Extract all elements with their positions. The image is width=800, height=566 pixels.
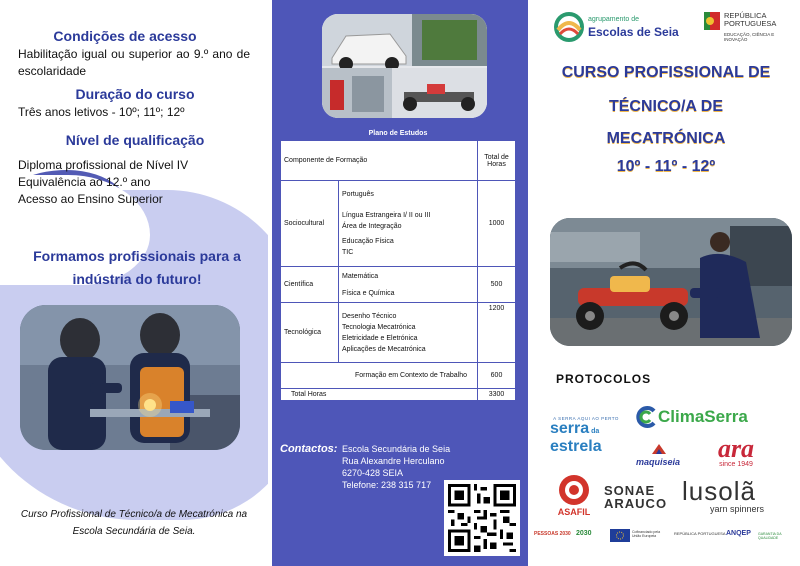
welding-photo <box>20 305 240 450</box>
subject: Aplicações de Mecatrónica <box>342 345 426 353</box>
sonae-text: SONAE <box>604 483 656 498</box>
qr-code[interactable] <box>444 480 520 556</box>
level-title: Nível de qualificação <box>65 132 205 148</box>
maquiseia-text: maquiseia <box>636 457 681 467</box>
protocolos-heading: PROTOCOLOS <box>556 372 652 386</box>
group-hours: 500 <box>478 267 516 303</box>
contact-address <box>342 443 450 491</box>
serra-main-line2: estrela <box>550 438 602 455</box>
right-panel <box>532 0 800 566</box>
level-item: Diploma profissional de Nível IV <box>18 158 189 172</box>
subject: Física e Química <box>342 289 395 297</box>
garantia-qualidade-logo: GARANTIA DA QUALIDADE <box>758 532 782 540</box>
escolas-logo-mark-icon <box>554 12 584 42</box>
group-name: Científica <box>281 267 339 303</box>
asafil-mark-icon <box>557 474 591 506</box>
sonae-arauco-logo <box>604 484 674 514</box>
level-item: Equivalência ao 12.º ano <box>18 175 151 189</box>
photo-caption: Curso Profissional de Técnico/a de Mecatrónica na Escola Secundária de Seia. <box>20 509 248 537</box>
pessoas-2030-logo: PESSOAS 2030 <box>534 531 571 537</box>
subject: Eletricidade e Eletrónica <box>342 334 418 342</box>
escolas-seia-logo <box>554 10 679 44</box>
table-row <box>281 267 516 303</box>
rp-sub: EDUCAÇÃO, CIÊNCIA E INOVAÇÃO <box>724 32 775 42</box>
header-total-hours: Total de Horas <box>478 141 516 181</box>
left-panel <box>0 0 268 566</box>
table-row <box>281 181 516 267</box>
course-title-line: CURSO PROFISSIONAL DE <box>561 64 771 81</box>
serra-word: serra <box>550 420 590 437</box>
serra-main-line1 <box>550 421 622 439</box>
subject-list <box>339 181 478 267</box>
rp-line2: PORTUGUESA <box>724 19 777 28</box>
contact-label: Contactos: <box>280 443 338 455</box>
subject: Desenho Técnico <box>342 312 397 320</box>
access-title: Condições de acesso <box>53 28 197 44</box>
escolas-logo-big: Escolas de Seia <box>588 25 679 39</box>
asafil-logo <box>554 474 594 522</box>
kart-workshop-photo <box>550 218 792 346</box>
study-plan-table <box>280 126 516 401</box>
subject: TIC <box>342 249 354 256</box>
contact-line: 6270-428 SEIA <box>342 468 404 478</box>
subject: Língua Estrangeira I/ II ou III <box>342 212 431 219</box>
lusola-text: lusolã <box>682 476 756 506</box>
slogan: Formamos profissionais para a indústria do futuro! <box>33 248 241 287</box>
climaserra-text: ClimaSerra <box>658 407 748 426</box>
contact-line: Rua Alexandre Herculano <box>342 456 445 466</box>
lusola-sub: yarn spinners <box>709 504 765 514</box>
group-name: Tecnológica <box>281 303 339 363</box>
contact-phone[interactable]: Telefone: 238 315 717 <box>342 480 432 490</box>
climaserra-logo <box>636 404 776 430</box>
study-plan-title: Plano de Estudos <box>281 127 516 141</box>
portugal-2030-logo: 2030 <box>576 530 592 537</box>
workshop-photo <box>322 14 487 118</box>
total-hours: 3300 <box>478 389 516 401</box>
contact-line: Escola Secundária de Seia <box>342 444 451 454</box>
level-list <box>18 157 250 208</box>
rp-name <box>724 12 776 28</box>
funding-logos-strip <box>534 528 796 544</box>
header-component: Componente de Formação <box>281 141 478 181</box>
subject: Área de Integração <box>342 223 402 230</box>
climaserra-mark-icon <box>636 406 658 428</box>
access-text: Habilitação igual ou superior ao 9.º ano de escolaridade <box>18 47 250 78</box>
subject-list <box>339 267 478 303</box>
republica-portuguesa-logo <box>704 12 794 48</box>
serra-da: da <box>591 428 600 435</box>
subject: Matemática <box>342 272 379 280</box>
duration-text: Três anos letivos - 10º; 11º; 12º <box>18 105 185 119</box>
serra-top-text: A SERRA AQUI AO PERTO <box>553 416 619 421</box>
subject: Tecnologia Mecatrónica <box>342 323 416 331</box>
group-hours: 1000 <box>478 181 516 267</box>
rp-flag-icon <box>704 12 720 30</box>
arauco-text: ARAUCO <box>604 496 668 511</box>
total-label: Total Horas <box>281 389 478 401</box>
subject: Português <box>342 191 374 198</box>
asafil-text: ASAFIL <box>557 507 591 517</box>
level-item: Acesso ao Ensino Superior <box>18 192 163 206</box>
table-row <box>281 303 516 363</box>
ara-since: since 1949 <box>719 461 753 468</box>
escolas-logo-small: agrupamento de <box>588 16 639 23</box>
group-hours: 1200 <box>478 303 516 363</box>
course-years: 10º - 11º - 12º <box>616 158 716 175</box>
ara-text: ara <box>717 434 755 463</box>
middle-panel <box>272 0 528 566</box>
maquiseia-mark-icon <box>650 442 668 456</box>
course-title-line: MECATRÓNICA <box>606 130 726 147</box>
table-row-total <box>281 389 516 401</box>
duration-title: Duração do curso <box>75 86 195 102</box>
eu-cofinance-text: Cofinanciado pela União Europeia <box>632 530 661 538</box>
subject: Educação Física <box>342 238 394 245</box>
anqep-logo: ANQEP <box>726 530 751 537</box>
rp-line1: REPÚBLICA <box>724 11 767 20</box>
fct-label: Formação em Contexto de Trabalho <box>281 363 478 389</box>
serra-da-estrela-logo <box>550 416 622 462</box>
lusola-logo <box>682 478 792 518</box>
rp-footer-logo: REPÚBLICA PORTUGUESA <box>674 531 726 536</box>
course-title-line: TÉCNICO/A DE <box>608 98 724 115</box>
group-name: Sociocultural <box>281 181 339 267</box>
maquiseia-logo <box>632 442 686 470</box>
eu-flag-icon <box>610 529 630 542</box>
subject-list <box>339 303 478 363</box>
ara-logo <box>696 434 776 472</box>
table-row <box>281 363 516 389</box>
fct-hours: 600 <box>478 363 516 389</box>
